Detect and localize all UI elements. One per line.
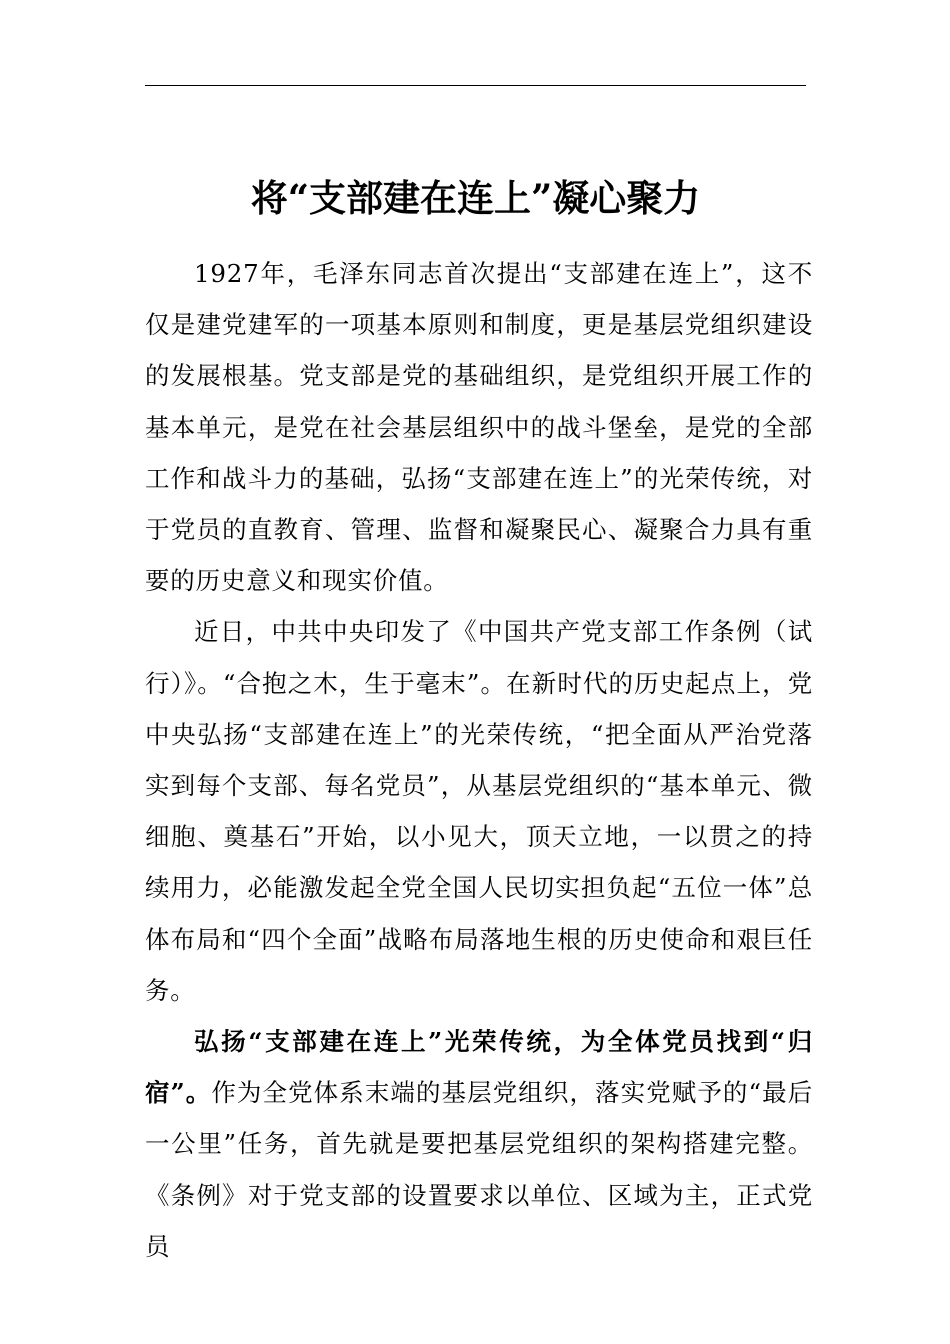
paragraph-1 bbox=[145, 248, 813, 606]
paragraph-1-text: 1927年，毛泽东同志首次提出“支部建在连上”，这不仅是建党建军的一项基本原则和制度，更是基层党组织建设的发展根基。党支部是党的基础组织，是党组织开展工作的基本单元，是党在社会基层组织中的战斗堡垒，是党的全部工作和战斗力的基础，弘扬“支部建在连上”的光荣传统，对于党员的直教育、管理、监督和凝聚民心、凝聚合力具有重要的历史意义和现实价值。 bbox=[145, 259, 813, 596]
document-title: 将“支部建在连上”凝心聚力 bbox=[250, 176, 701, 220]
paragraph-3-lead: 弘扬“支部建在连上”光荣传统，为全体党员找到“归宿”。 bbox=[145, 1027, 813, 1108]
paragraph-3-text: 作为全党体系末端的基层党组织，落实党赋予的“最后一公里”任务，首先就是要把基层党组织的架构搭建完整。《条例》对于党支部的设置要求以单位、区域为主，正式党员 bbox=[145, 1078, 814, 1261]
paragraph-3 bbox=[145, 1016, 813, 1272]
paragraph-2-text: 近日，中共中央印发了《中国共产党支部工作条例（试行）》。“合抱之木，生于毫末”。在新时代的历史起点上，党中央弘扬“支部建在连上”的光荣传统，“把全面从严治党落实到每个支部、每名党员”，从基层党组织的“基本单元、微细胞、奠基石”开始，以小见大，顶天立地，一以贯之的持续用力，必能激发起全党全国人民切实担负起“五位一体”总体布局和“四个全面”战略布局落地生根的历史使命和艰巨任务。 bbox=[145, 617, 813, 1005]
document-body bbox=[145, 248, 813, 1272]
header-rule bbox=[145, 85, 806, 86]
paragraph-2 bbox=[145, 606, 813, 1016]
